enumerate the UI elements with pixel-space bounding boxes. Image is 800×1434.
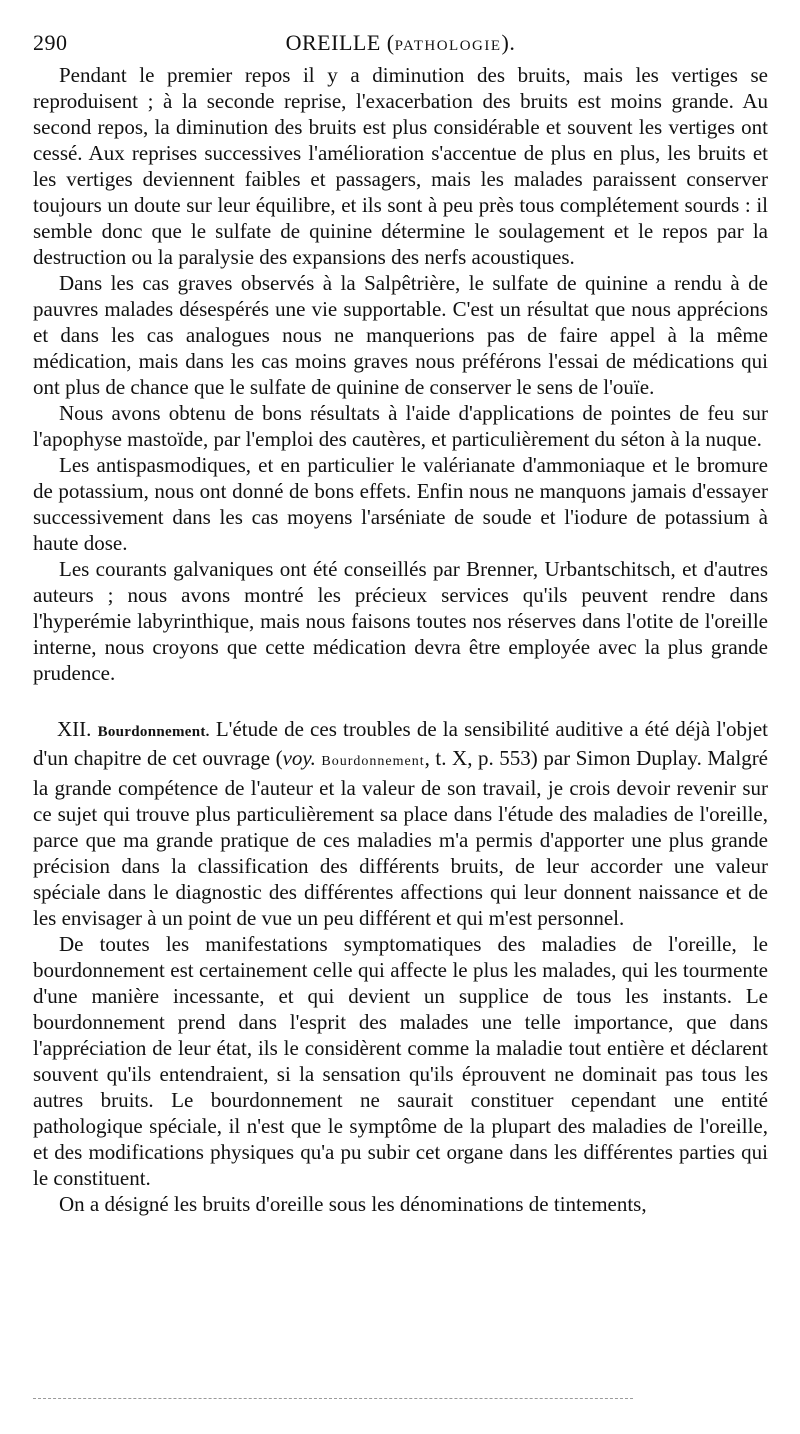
running-title [33,26,768,63]
page-number: 290 [33,30,68,55]
reference-word: Bourdonnement [321,754,425,769]
running-title-subtitle: PATHOLOGIE [394,38,502,54]
page-header [33,26,768,60]
section-xii-intro [33,716,768,931]
paragraph: De toutes les manifestations symptomatiques des maladies de l'oreille, le bourdonnement est certainement celle qui affecte le plus les malades, qui les tourmente d'une manière incessante, et qui devient un supplice de tous les instants. Le bourdonnement prend dans l'esprit des malades une telle importance, que dans l'appréciation de leur état, ils le considèrent comme la maladie tout entière et déclarent souvent qu'ils entendraient, si la sensation qu'ils éprouvent ne dominait pas tous les autres bruits. Le bourdonnement ne saurait constituer cependant une entité pathologique spéciale, il n'est que le symptôme de la plupart des maladies de l'oreille, et des modifications physiques qu'a pu subir cet organe dans les différentes parties qui le constituent. [33,932,768,1190]
running-title-close: ). [501,30,516,55]
paragraph: Nous avons obtenu de bons résultats à l'aide d'applications de pointes de feu sur l'apophyse mastoïde, par l'emploi des cautères, et particulièrement du séton à la nuque. [33,401,768,451]
section-heading: Bourdonnement. [97,724,210,740]
paragraph: Pendant le premier repos il y a diminution des bruits, mais les vertiges se reproduisent ; à la seconde reprise, l'exacerbation des bruits est moins grande. Au second repos, la diminution des bruits est plus considérable et souvent les vertiges ont cessé. Aux reprises successives l'amélioration s'accentue de plus en plus, les bruits et les vertiges deviennent faibles et passagers, mais les malades paraissent conserver toujours un doute sur leur équilibre, et ils sont à peu près tous complétement sourds : il semble donc que le sulfate de quinine détermine le soulagement et le repos par la destruction ou la paralysie des expansions des nerfs acoustiques. [33,63,768,269]
section-number: XII. [57,717,92,741]
body-text [33,62,768,1217]
paragraph: Les antispasmodiques, et en particulier le valérianate d'ammoniaque et le bromure de potassium, nous ont donné de bons effets. Enfin nous ne manquons jamais d'essayer successivement dans les cas moyens l'arséniate de soude et l'iodure de potassium à haute dose. [33,453,768,555]
footer-rule [33,1398,633,1399]
paragraph: Dans les cas graves observés à la Salpêtrière, le sulfate de quinine a rendu à de pauvres malades désespérés une vie supportable. C'est un résultat que nous apprécions et dans les cas analogues nous ne manquerions pas de faire appel à la même médication, mais dans les cas moins graves nous préférons l'essai de médications qui ont plus de chance que le sulfate de quinine de conserver le sens de l'ouïe. [33,271,768,399]
section-intro-before-ref: L'étude de ces troubles de la sensibilité auditive a été déjà l'objet d'un chapitre de cet ouvrage ( [33,717,769,770]
running-title-main: OREILLE ( [285,30,395,55]
paragraph: Les courants galvaniques ont été conseillés par Brenner, Urbantschitsch, et d'autres auteurs ; nous avons montré les précieux services qu'ils peuvent rendre dans l'hyperémie labyrinthique, mais nous faisons toutes nos réserves dans l'otite de l'oreille interne, nous croyons que cette médication devra être employée avec la plus grande prudence. [33,557,768,685]
reference-voy: voy. [282,746,316,770]
paragraph: On a désigné les bruits d'oreille sous les dénominations de tintements, [59,1192,647,1216]
section-intro-after-ref: , t. X, p. 553) par Simon Duplay. Malgré la grande compétence de l'auteur et la valeur de son travail, je crois devoir revenir sur ce sujet qui trouve plus particulièrement sa place dans l'étude des maladies de l'oreille, parce que ma grande pratique de ces maladies m'a permis d'apporter une plus grande précision dans la classification des différents bruits, de leur accorder une valeur spéciale dans le diagnostic des différentes affections qui leur donnent naissance et de les envisager à un point de vue un peu différent et qui m'est personnel. [33,746,769,930]
